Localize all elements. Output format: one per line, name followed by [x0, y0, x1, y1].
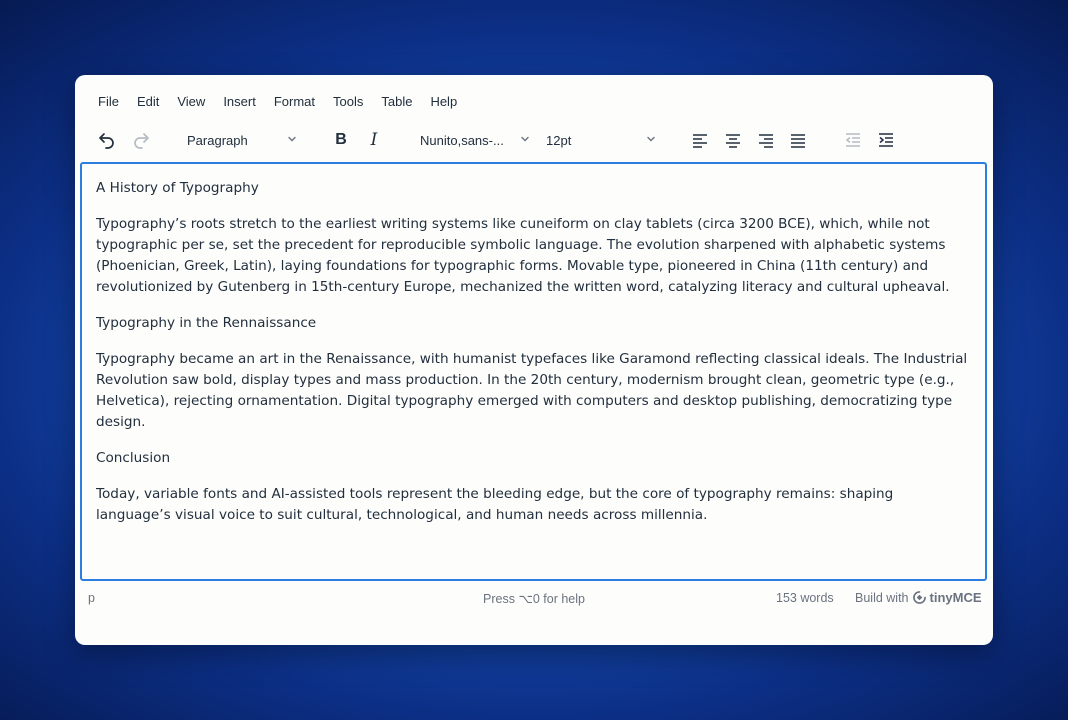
- bold-button[interactable]: B: [335, 131, 347, 148]
- align-right-icon: [757, 131, 775, 149]
- italic-button[interactable]: I: [370, 130, 378, 150]
- toolbar: [75, 123, 993, 157]
- menu-help[interactable]: Help: [430, 94, 458, 109]
- menu-format[interactable]: Format: [273, 94, 315, 109]
- word-count[interactable]: 153 words: [776, 591, 834, 605]
- font-size-value: 12pt: [546, 132, 572, 148]
- font-size-select[interactable]: [546, 128, 656, 152]
- menu-table[interactable]: Table: [381, 94, 413, 109]
- align-left-button[interactable]: [686, 123, 714, 157]
- help-hint: Press ⌥0 for help: [483, 592, 585, 606]
- statusbar: [75, 587, 993, 609]
- menu-file[interactable]: File: [98, 94, 119, 109]
- align-center-button[interactable]: [719, 123, 747, 157]
- undo-icon: [97, 130, 117, 150]
- menu-tools[interactable]: Tools: [333, 94, 364, 109]
- paragraph: Typography’s roots stretch to the earliest writing systems like cuneiform on clay tablets (circa 3200 BCE), which, while not typographic per se, set the precedent for reproducible symbolic language. The evolution sharpened with alphabetic systems (Phoenician, Greek, Latin), laying foundations for typographic forms. Movable type, pioneered in China (11th century) and revolutionized by Gutenberg in 15th-century Europe, mechanized the written word, catalyzing literacy and cultural upheaval.: [96, 216, 950, 295]
- menubar: [89, 93, 466, 111]
- undo-button[interactable]: [93, 123, 121, 157]
- redo-button[interactable]: [127, 123, 155, 157]
- outdent-icon: [844, 131, 862, 149]
- align-justify-button[interactable]: [784, 123, 812, 157]
- block-format-select[interactable]: [187, 128, 297, 152]
- section-heading: Conclusion: [96, 450, 171, 466]
- element-path[interactable]: p: [88, 591, 95, 605]
- editor-window: [75, 75, 993, 645]
- menu-insert[interactable]: Insert: [223, 94, 256, 109]
- chevron-down-icon: [646, 134, 656, 144]
- editor-content-area[interactable]: [80, 162, 987, 581]
- font-family-value: Nunito,sans-...: [420, 132, 504, 148]
- menu-view[interactable]: View: [177, 94, 206, 109]
- brand-name: tinyMCE: [929, 590, 982, 605]
- chevron-down-icon: [287, 134, 297, 144]
- outdent-button[interactable]: [839, 123, 867, 157]
- indent-button[interactable]: [872, 123, 900, 157]
- tinymce-logo-icon: [913, 591, 926, 604]
- indent-icon: [877, 131, 895, 149]
- font-family-select[interactable]: [420, 128, 530, 152]
- redo-icon: [131, 130, 151, 150]
- branding-link[interactable]: [855, 590, 982, 605]
- align-right-button[interactable]: [752, 123, 780, 157]
- menu-edit[interactable]: Edit: [136, 94, 160, 109]
- align-left-icon: [691, 131, 709, 149]
- build-with-label: Build with: [855, 590, 909, 605]
- paragraph: Today, variable fonts and AI-assisted tools represent the bleeding edge, but the core of typography remains: shaping language’s visual voice to suit cultural, technological, and human needs across millennia.: [96, 486, 894, 523]
- document-title: A History of Typography: [96, 180, 259, 196]
- paragraph: Typography became an art in the Renaissance, with humanist typefaces like Garamond reflecting classical ideals. The Industrial Revolution saw bold, display types and mass production. In the 20th century, modernism brought clean, geometric type (e.g., Helvetica), rejecting ornamentation. Digital typography emerged with computers and desktop publishing, democratizing type design.: [96, 351, 968, 430]
- align-center-icon: [724, 131, 742, 149]
- chevron-down-icon: [520, 134, 530, 144]
- section-heading: Typography in the Rennaissance: [96, 315, 317, 331]
- align-justify-icon: [789, 131, 807, 149]
- block-format-value: Paragraph: [187, 132, 248, 148]
